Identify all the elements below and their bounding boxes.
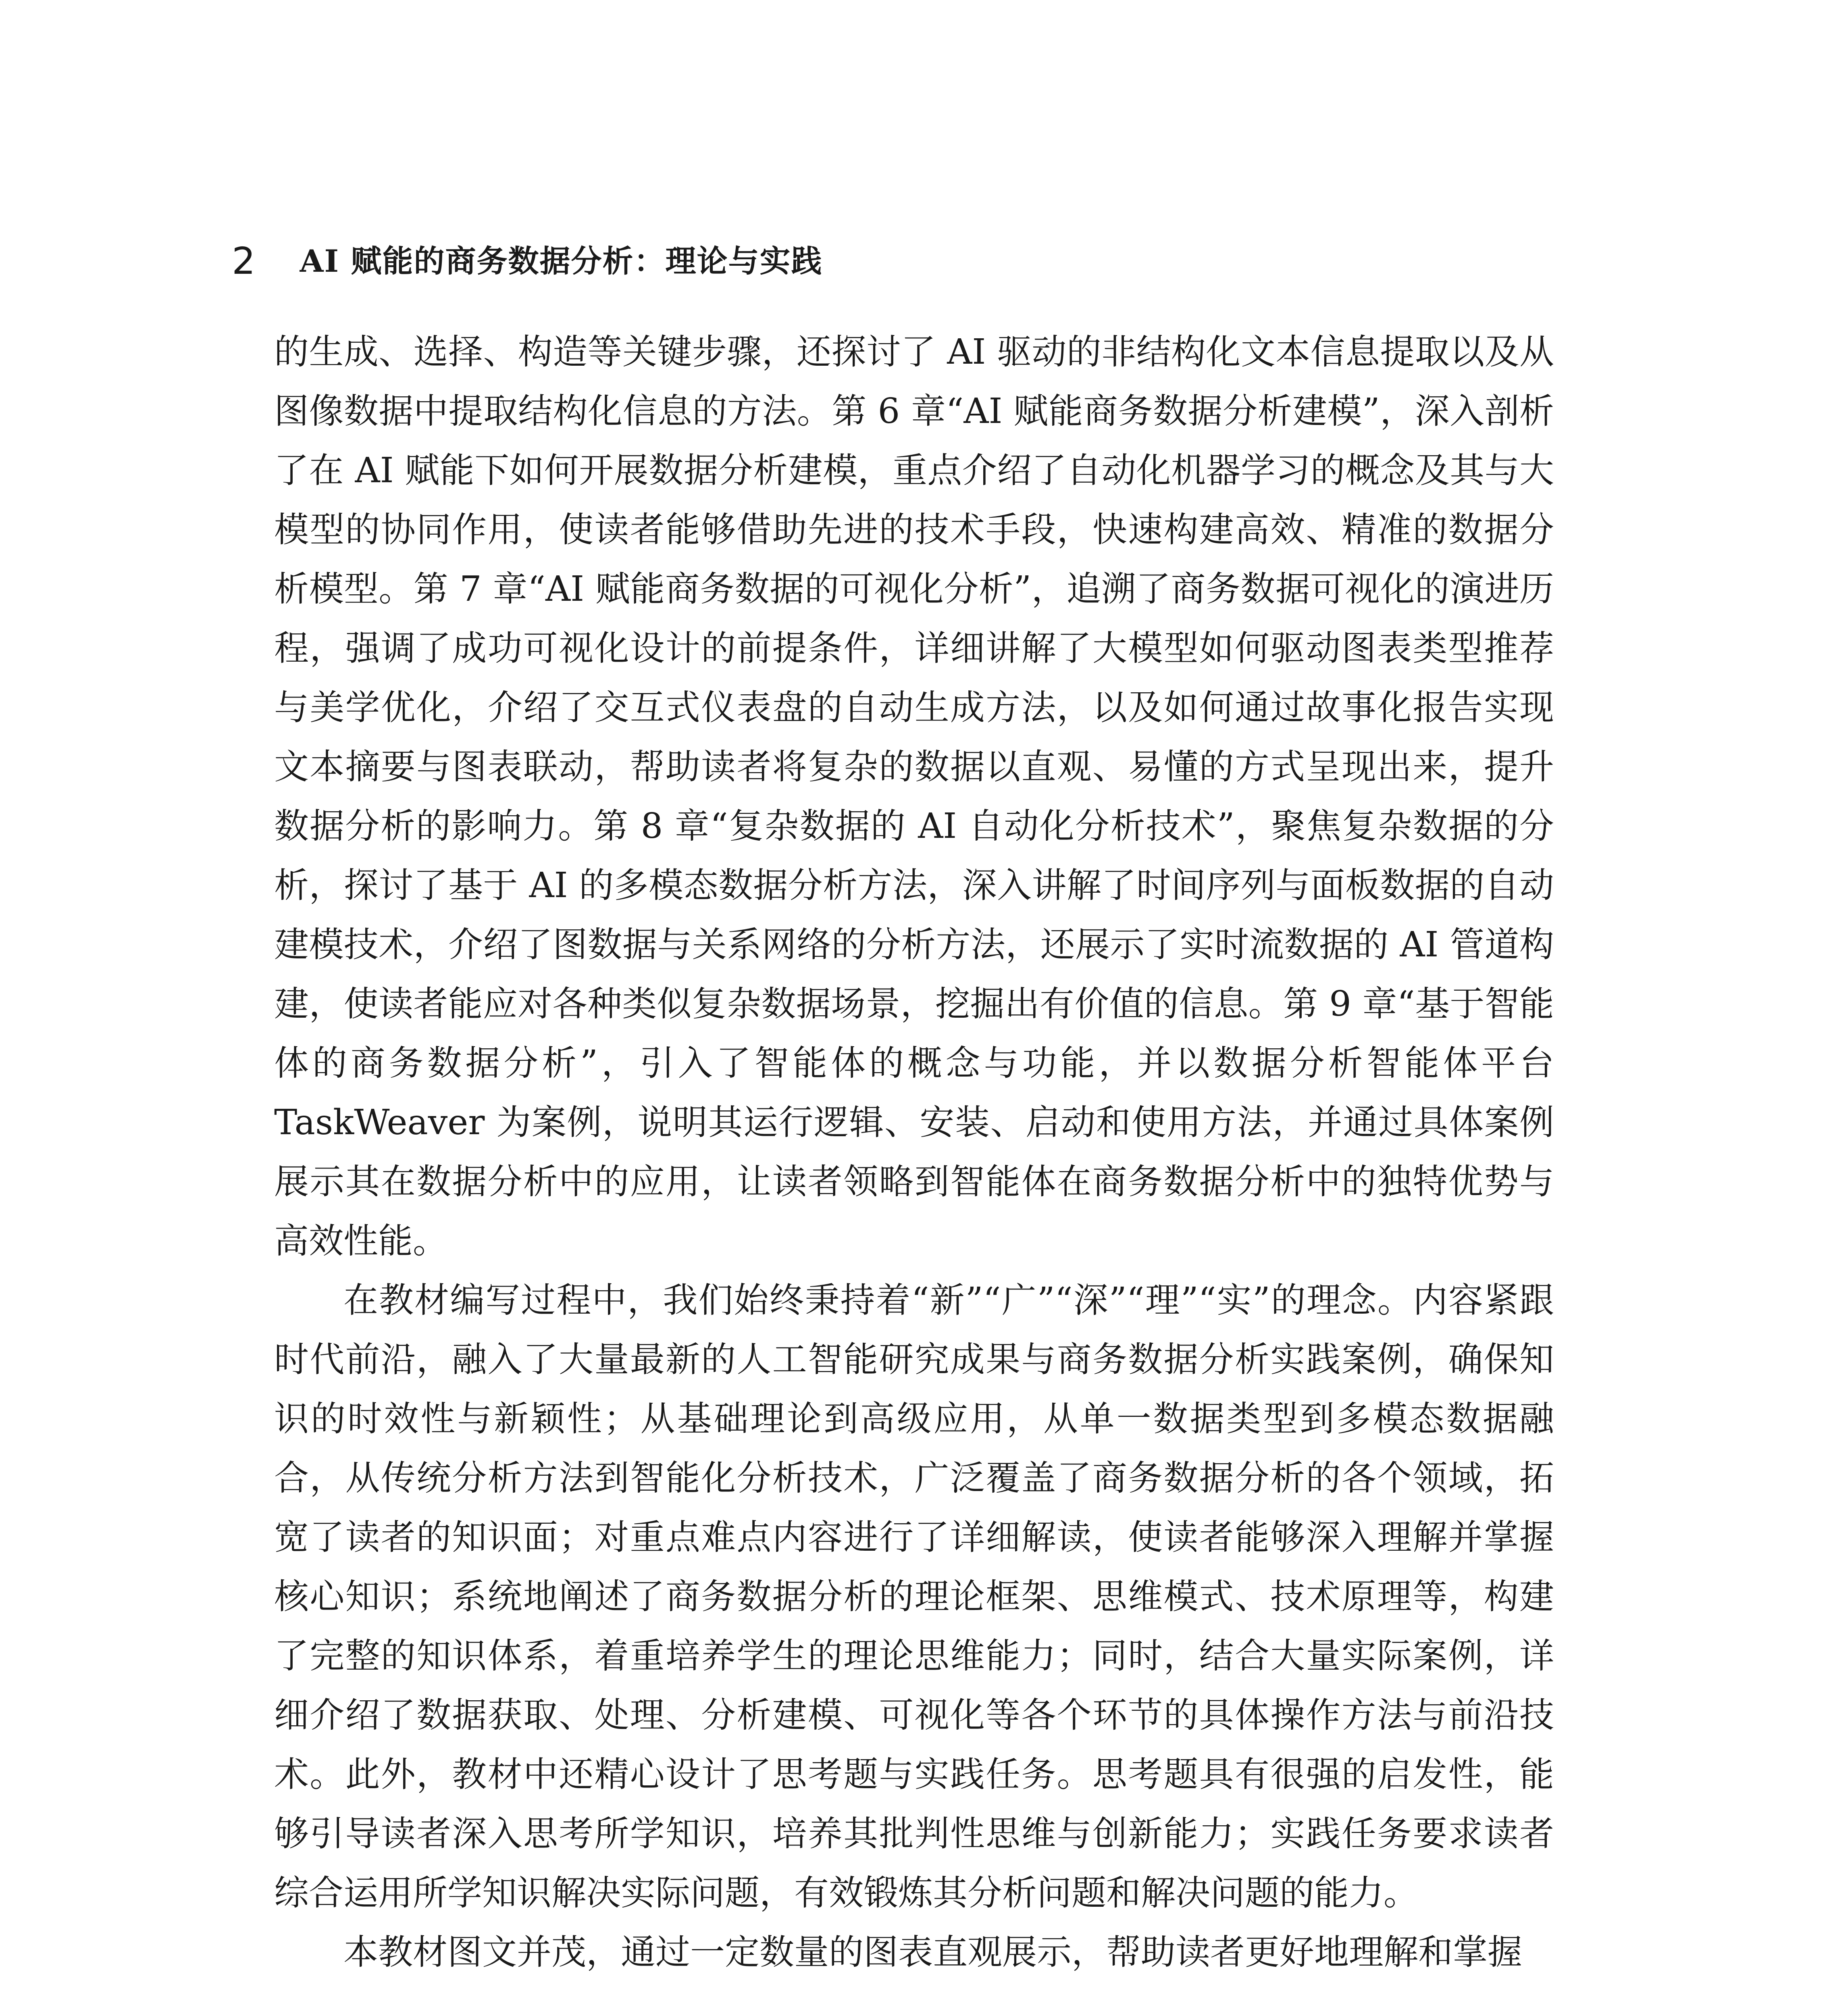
paragraph-writing-philosophy: 在教材编写过程中，我们始终秉持着“新”“广”“深”“理”“实”的理念。内容紧跟时代前沿，融入了大量最新的人工智能研究成果与商务数据分析实践案例，确保知识的时效性与新颖性；从基础理论到高级应用，从单一数据类型到多模态数据融合，从传统分析方法到智能化分析技术，广泛覆盖了商务数据分析的各个领域，拓宽了读者的知识面；对重点难点内容进行了详细解读，使读者能够深入理解并掌握核心知识；系统地阐述了商务数据分析的理论框架、思维模式、技术原理等，构建了完整的知识体系，着重培养学生的理论思维能力；同时，结合大量实际案例，详细介绍了数据获取、处理、分析建模、可视化等各个环节的具体操作方法与前沿技术。此外，教材中还精心设计了思考题与实践任务。思考题具有很强的启发性，能够引导读者深入思考所学知识，培养其批判性思维与创新能力；实践任务要求读者综合运用所学知识解决实际问题，有效锻炼其分析问题和解决问题的能力。 bbox=[274, 1280, 1554, 1913]
page-number: 2 bbox=[232, 240, 256, 283]
body-text bbox=[274, 323, 1554, 1982]
paragraph-illustrations: 本教材图文并茂，通过一定数量的图表直观展示，帮助读者更好地理解和掌握 bbox=[343, 1932, 1522, 1972]
running-header bbox=[232, 233, 823, 289]
paragraph-chapter-overview: 的生成、选择、构造等关键步骤，还探讨了 AI 驱动的非结构化文本信息提取以及从图像数据中提取结构化信息的方法。第 6 章“AI 赋能商务数据分析建模”，深入剖析了在 AI 赋能下如何开展数据分析建模，重点介绍了自动化机器学习的概念及其与大模型的协同作用，使读者能够借助先进的技术手段，快速构建高效、精准的数据分析模型。第 7 章“AI 赋能商务数据的可视化分析”，追溯了商务数据可视化的演进历程，强调了成功可视化设计的前提条件，详细讲解了大模型如何驱动图表类型推荐与美学优化，介绍了交互式仪表盘的自动生成方法，以及如何通过故事化报告实现文本摘要与图表联动，帮助读者将复杂的数据以直观、易懂的方式呈现出来，提升数据分析的影响力。第 8 章“复杂数据的 AI 自动化分析技术”，聚焦复杂数据的分析，探讨了基于 AI 的多模态数据分析方法，深入讲解了时间序列与面板数据的自动建模技术，介绍了图数据与关系网络的分析方法，还展示了实时流数据的 AI 管道构建，使读者能应对各种类似复杂数据场景，挖掘出有价值的信息。第 9 章“基于智能体的商务数据分析”，引入了智能体的概念与功能，并以数据分析智能体平台 TaskWeaver 为案例，说明其运行逻辑、安装、启动和使用方法，并通过具体案例展示其在数据分析中的应用，让读者领略到智能体在商务数据分析中的独特优势与高效性能。 bbox=[274, 332, 1554, 1261]
running-title: AI 赋能的商务数据分析：理论与实践 bbox=[300, 243, 823, 279]
